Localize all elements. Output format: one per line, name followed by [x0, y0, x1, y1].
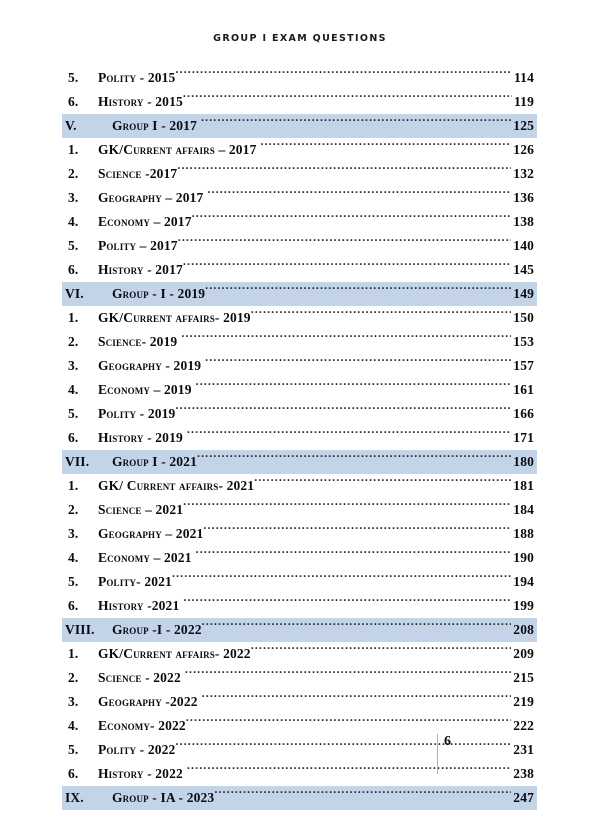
toc-dot-leader: [183, 261, 511, 275]
toc-dot-leader: [185, 669, 511, 683]
toc-entry-page-number: 138: [513, 214, 534, 229]
toc-entry-title: Science- 2019: [98, 334, 178, 349]
toc-entry-title: Economy – 2019: [98, 382, 192, 397]
toc-dot-leader: [187, 429, 511, 443]
toc-entry-title: Geography -2022: [98, 694, 198, 709]
toc-entry-page-number: 171: [513, 430, 534, 445]
toc-dot-leader: [197, 453, 511, 467]
toc-dot-leader: [251, 309, 512, 323]
toc-entry-numeral: 5.: [68, 406, 79, 421]
toc-entry[interactable]: [65, 234, 534, 258]
toc-entry-page-number: 132: [513, 166, 534, 181]
table-of-contents: [65, 66, 534, 810]
toc-entry-numeral: 5.: [68, 238, 79, 253]
toc-entry-numeral: 2.: [68, 502, 79, 517]
toc-entry-numeral: 6.: [68, 766, 79, 781]
toc-entry-page-number: 180: [513, 454, 534, 469]
toc-entry[interactable]: [65, 690, 534, 714]
toc-entry-numeral: VIII.: [65, 622, 95, 637]
toc-entry-numeral: 6.: [68, 598, 79, 613]
toc-entry-page-number: 157: [513, 358, 534, 373]
toc-entry-page-number: 190: [513, 550, 534, 565]
toc-entry-page-number: 166: [513, 406, 534, 421]
toc-entry-title: Science - 2022: [98, 670, 181, 685]
toc-entry-page-number: 231: [513, 742, 534, 757]
page-footer: [0, 728, 600, 788]
toc-entry-numeral: IX.: [65, 790, 84, 805]
toc-dot-leader: [251, 645, 512, 659]
toc-entry[interactable]: [62, 114, 537, 138]
toc-entry[interactable]: [62, 786, 537, 810]
toc-dot-leader: [177, 165, 511, 179]
toc-entry-page-number: 188: [513, 526, 534, 541]
toc-entry-title: Polity – 2017: [98, 238, 178, 253]
toc-entry-page-number: 181: [513, 478, 534, 493]
toc-entry-page-number: 119: [514, 94, 534, 109]
toc-entry-numeral: 5.: [68, 742, 79, 757]
toc-entry[interactable]: [65, 162, 534, 186]
toc-dot-leader: [175, 405, 511, 419]
toc-entry-numeral: 1.: [68, 478, 79, 493]
toc-entry[interactable]: [65, 498, 534, 522]
toc-entry-numeral: VII.: [65, 454, 90, 469]
toc-entry-page-number: 194: [513, 574, 534, 589]
toc-dot-leader: [202, 693, 512, 707]
toc-entry-numeral: 2.: [68, 166, 79, 181]
toc-dot-leader: [254, 477, 511, 491]
toc-dot-leader: [214, 789, 511, 803]
toc-entry-title: GK/Current affairs- 2019: [98, 310, 251, 325]
toc-entry-numeral: 5.: [68, 70, 79, 85]
toc-entry-numeral: 4.: [68, 382, 79, 397]
toc-entry-numeral: 4.: [68, 718, 79, 733]
toc-entry[interactable]: [65, 666, 534, 690]
toc-dot-leader: [196, 381, 512, 395]
toc-entry[interactable]: [62, 282, 537, 306]
toc-entry-title: Polity - 2015: [98, 70, 176, 85]
toc-entry-numeral: 6.: [68, 262, 79, 277]
toc-entry-numeral: 4.: [68, 214, 79, 229]
toc-entry-title: History - 2015: [98, 94, 183, 109]
toc-entry-numeral: V.: [65, 118, 77, 133]
toc-dot-leader: [175, 69, 512, 83]
toc-entry-page-number: 238: [513, 766, 534, 781]
toc-entry[interactable]: [65, 354, 534, 378]
toc-dot-leader: [201, 117, 511, 131]
toc-entry[interactable]: [65, 258, 534, 282]
toc-entry-page-number: 150: [513, 310, 534, 325]
toc-entry-numeral: 5.: [68, 574, 79, 589]
toc-entry[interactable]: [65, 210, 534, 234]
toc-dot-leader: [183, 597, 511, 611]
toc-entry-numeral: 3.: [68, 526, 79, 541]
toc-entry-numeral: 1.: [68, 142, 79, 157]
toc-entry-page-number: 126: [513, 142, 534, 157]
toc-entry-title: Polity - 2022: [98, 742, 176, 757]
toc-entry-numeral: 4.: [68, 550, 79, 565]
toc-entry-numeral: 2.: [68, 670, 79, 685]
toc-dot-leader: [203, 525, 511, 539]
toc-entry-page-number: 209: [513, 646, 534, 661]
toc-entry-numeral: 6.: [68, 430, 79, 445]
toc-entry-title: Science -2017: [98, 166, 178, 181]
toc-entry-page-number: 199: [513, 598, 534, 613]
toc-entry-page-number: 149: [513, 286, 534, 301]
toc-entry-title: Polity - 2019: [98, 406, 176, 421]
toc-entry-numeral: 3.: [68, 694, 79, 709]
toc-entry-title: GK/Current affairs – 2017: [98, 142, 257, 157]
toc-entry[interactable]: [62, 450, 537, 474]
toc-entry[interactable]: [65, 330, 534, 354]
toc-entry-numeral: 6.: [68, 94, 79, 109]
toc-entry-numeral: 2.: [68, 334, 79, 349]
toc-entry-page-number: 219: [513, 694, 534, 709]
toc-dot-leader: [172, 573, 511, 587]
running-header: GROUP I EXAM QUESTIONS: [213, 33, 387, 44]
toc-entry-title: Economy – 2017: [98, 214, 192, 229]
toc-entry-title: History -2021: [98, 598, 180, 613]
toc-entry-page-number: 140: [513, 238, 534, 253]
toc-entry[interactable]: [65, 402, 534, 426]
toc-dot-leader: [181, 333, 511, 347]
toc-entry-page-number: 145: [513, 262, 534, 277]
toc-entry[interactable]: [65, 642, 534, 666]
toc-dot-leader: [260, 141, 511, 155]
toc-entry-title: Geography - 2019: [98, 358, 202, 373]
toc-entry-title: Group -I - 2022: [112, 622, 202, 637]
toc-entry[interactable]: [65, 522, 534, 546]
toc-entry-title: Geography – 2017: [98, 190, 204, 205]
toc-dot-leader: [205, 357, 511, 371]
toc-dot-leader: [183, 93, 512, 107]
toc-entry-title: GK/Current affairs- 2022: [98, 646, 251, 661]
toc-entry-title: Polity- 2021: [98, 574, 172, 589]
toc-dot-leader: [178, 237, 512, 251]
toc-entry[interactable]: [65, 594, 534, 618]
toc-entry-numeral: 3.: [68, 358, 79, 373]
toc-entry[interactable]: [65, 474, 534, 498]
toc-entry-page-number: 247: [513, 790, 534, 805]
toc-entry-title: Economy- 2022: [98, 718, 186, 733]
toc-entry-page-number: 208: [513, 622, 534, 637]
toc-entry-numeral: 1.: [68, 646, 79, 661]
toc-entry-title: Group - IA - 2023: [112, 790, 215, 805]
toc-entry-title: Group - I - 2019: [112, 286, 206, 301]
toc-entry-title: GK/ Current affairs- 2021: [98, 478, 255, 493]
toc-entry-page-number: 153: [513, 334, 534, 349]
toc-entry-title: History - 2019: [98, 430, 183, 445]
toc-entry[interactable]: [65, 570, 534, 594]
toc-entry-title: History - 2017: [98, 262, 183, 277]
toc-entry-title: Geography – 2021: [98, 526, 204, 541]
toc-entry-page-number: 184: [513, 502, 534, 517]
toc-dot-leader: [202, 621, 512, 635]
toc-entry-title: Group I - 2017: [112, 118, 197, 133]
toc-entry[interactable]: [65, 306, 534, 330]
toc-dot-leader: [196, 549, 512, 563]
toc-entry[interactable]: [65, 90, 534, 114]
footer-divider: [437, 734, 438, 774]
toc-entry-title: History - 2022: [98, 766, 183, 781]
toc-entry-title: Economy – 2021: [98, 550, 192, 565]
toc-entry-title: Science – 2021: [98, 502, 184, 517]
toc-entry[interactable]: [65, 426, 534, 450]
footer-page-number: 6: [444, 734, 451, 749]
toc-dot-leader: [205, 285, 511, 299]
toc-entry-page-number: 222: [513, 718, 534, 733]
toc-entry[interactable]: [65, 546, 534, 570]
toc-dot-leader: [207, 189, 511, 203]
toc-entry[interactable]: [65, 66, 534, 90]
toc-entry-title: Group I - 2021: [112, 454, 197, 469]
toc-dot-leader: [183, 501, 511, 515]
toc-entry-numeral: VI.: [65, 286, 84, 301]
toc-entry-page-number: 136: [513, 190, 534, 205]
toc-entry[interactable]: [65, 138, 534, 162]
toc-entry-page-number: 215: [513, 670, 534, 685]
toc-entry-numeral: 1.: [68, 310, 79, 325]
toc-entry[interactable]: [65, 186, 534, 210]
toc-entry[interactable]: [62, 618, 537, 642]
toc-entry-page-number: 161: [513, 382, 534, 397]
toc-entry[interactable]: [65, 378, 534, 402]
toc-entry-numeral: 3.: [68, 190, 79, 205]
toc-entry-page-number: 125: [513, 118, 534, 133]
toc-entry-page-number: 114: [514, 70, 534, 85]
toc-dot-leader: [192, 213, 512, 227]
